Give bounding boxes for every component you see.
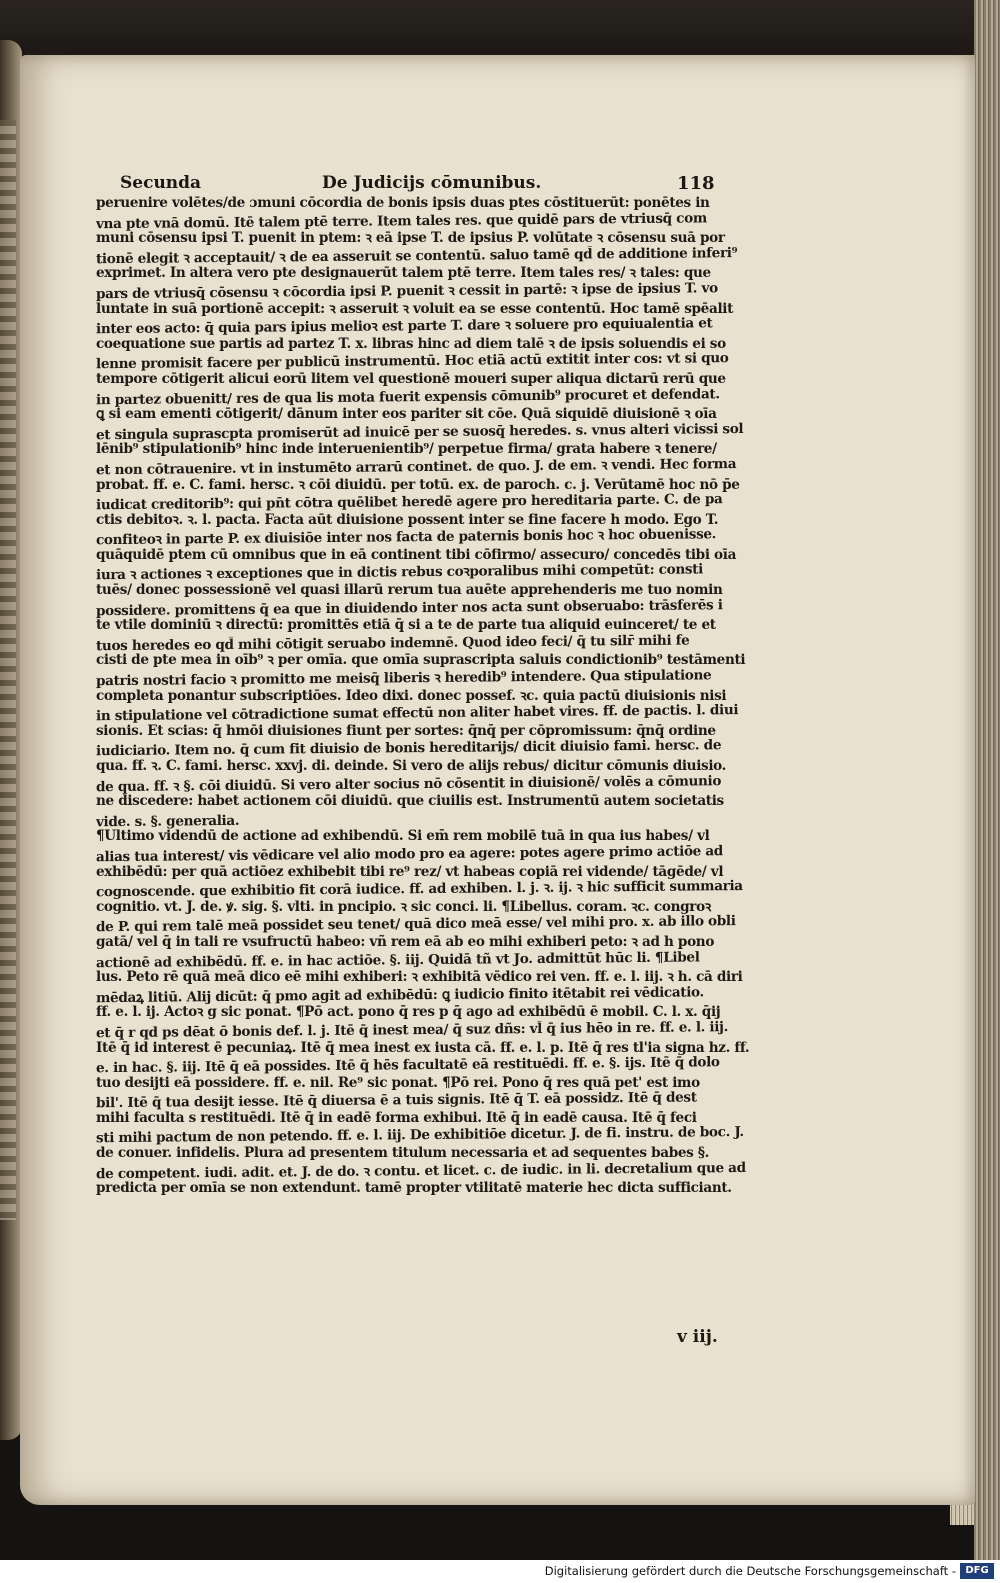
text-line: in partez obuenitt/ res de qua lis mota fuerit expensis cōmunib⁹ procuret et defendat. [96, 385, 720, 408]
signature-mark: v iij. [677, 1327, 718, 1347]
text-line: lenne promisit facere per publicū instrumentū. Hoc etiā actū extitit inter cos: vt si quo [96, 350, 729, 373]
text-block [96, 195, 764, 1325]
text-line: completa ponantur subscriptiōes. Ideo dixi. donec possef. ꝛc. quia pactū diuisionis nisi [96, 687, 727, 704]
text-line: probat. ff. e. C. fami. hersc. ꝛ cōi diuidū. per totū. ex. de paroch. c. j. Verūtamē hoc nō p̄e [96, 476, 740, 493]
text-line: cisti de pte mea in oīb⁹ ꝛ per omīa. que omīa suprascripta saluis condictionib⁹ testāmenti [96, 652, 746, 669]
running-head-title: De Judicijs cōmunibus. [322, 173, 542, 193]
text-line: peruenire volētes/de ɔmuni cōcordia de bonis ipsis duas ptes cōstituerūt: ponētes in [96, 195, 710, 211]
text-line: coequatione sue partis ad partez T. x. libras hinc ad diem talē ꝛ de ipsis soluendis ei so [96, 335, 726, 352]
running-head-left: Secunda [120, 173, 202, 193]
funding-credit: Digitalisierung gefördert durch die Deutsche Forschungsgemeinschaft - [544, 1564, 956, 1578]
text-line: pars de vtriusq̄ cōsensu ꝛ cōcordia ipsi P. puenit ꝛ cessit in partē: ꝛ ipse de ipsius T. vo [96, 280, 718, 303]
text-line: exprimet. In altera vero pte designauerūt talem ptē terre. Item tales res/ ꝛ tales: que [96, 265, 711, 282]
text-line: ne discedere: habet actionem cōi diuidū. que ciuilis est. Instrumentū autem societatis [96, 793, 724, 810]
text-line: lus. Peto rē quā meā dico eē mihi exhiberi: ꝛ exhibitā vēdico rei ven. ff. e. l. iij. ꝛ h. cā diri [96, 969, 743, 986]
text-line: et non cōtrauenire. vt in instumēto arrarū continet. de quo. J. de em. ꝛ vendi. Hec forma [96, 455, 737, 479]
text-line: de conuer. infidelis. Plura ad presentem titulum necessaria et ad sequentes babes §. [96, 1145, 709, 1162]
text-line: cognitio. vt. J. de. ꝟ. sig. §. vlti. in pncipio. ꝛ sic conci. li. ¶Libellus. coram. ꝛc. congroꝛ [96, 898, 711, 915]
text-line: exhibēdū: per quā actiōez exhibebit tibi re⁹ rez/ vt habeas copiā rei vidende/ tāgēde/ vl̄ [96, 863, 724, 880]
text-line: qua. ff. ꝛ. C. fami. hersc. xxvj. di. deinde. Si vero de alijs rebus/ dicitur cōmunis diuisio. [96, 758, 726, 774]
fore-edge [974, 0, 1000, 1560]
text-line: cognoscende. que exhibitio fit corā iudice. ff. ad exhiben. l. j. ꝛ. ij. ꝛ hic sufficit summaria [96, 878, 743, 901]
dfg-logo: DFG [960, 1563, 994, 1579]
text-line: iura ꝛ actiones ꝛ exceptiones que in dictis rebus coꝛporalibus mihi competūt: consti [96, 561, 703, 584]
text-line: alias tua interest/ vis vēdicare vel alio modo pro ea agere: potes agere primo actiōe ad [96, 843, 723, 866]
text-line: iudicat creditorib⁹: qui pn̄t cōtra quēlibet heredē agere pro hereditaria parte. C. de pa [96, 491, 723, 514]
text-line: in stipulatione vel cōtradictione sumat effectū non aliter habet vires. ff. de pactis. l. diui [96, 702, 739, 725]
text-line: muni cōsensu ipsi T. puenit in ptem: ꝛ eā ipse T. de ipsius P. volūtate ꝛ cōsensu suā por [96, 230, 725, 247]
text-line: de competent. iudi. adit. et. J. de do. ꝛ contu. et licet. c. de iudic. in li. decretalium que ad [96, 1159, 746, 1182]
text-line: patris nostri facio ꝛ promitto me meisq̄ liberis ꝛ heredib⁹ intendere. Qua stipulatione [96, 667, 712, 690]
text-line: confiteoꝛ in parte P. ex diuisiōe inter nos facta de paternis bonis hoc ꝛ hoc obuenisse. [96, 526, 717, 549]
text-line: luntate in suā portionē accepit: ꝛ asseruit ꝛ voluit ea se esse contentū. Hoc tamē spēalit [96, 300, 734, 317]
text-line: iudiciario. Item no. q̄ cum fit diuisio de bonis hereditarijs/ dicit diuisio fami. hersc. de [96, 737, 722, 760]
text-line: ctis debitoꝛ. ꝛ. l. pacta. Facta aūt diuisione possent inter se fine facere h modo. Ego T. [96, 511, 719, 528]
text-line: predicta per omīa se non extendunt. tamē propter vtilitatē materie hec dicta sufficiant. [96, 1180, 732, 1197]
text-line: tuo desijti eā possidere. ff. e. nil. Re⁹ sic ponat. ¶Pō rei. Pono q̄ res quā pet' est imo [96, 1074, 700, 1091]
text-line: te vtile dominiū ꝛ directū: promittēs etiā q̄ si a te de parte tua aliquid euinceret/ te et [96, 617, 716, 634]
footer-bar [0, 1560, 1000, 1583]
left-page-text-bleed [0, 120, 16, 1220]
text-line: de P. qui rem talē meā possidet seu tenet/ quā dico meā esse/ vel mihi pro. x. ab illo obli [96, 913, 736, 936]
text-line: de qua. ff. ꝛ §. cōi diuidū. Si vero alter socius nō cōsentit in diuisionē/ volēs a cōmunio [96, 772, 722, 795]
text-line: mihi faculta s restituēdi. Itē q̄ in eadē forma exhibui. Itē q̄ in eadē causa. Itē q̄ feci [96, 1109, 697, 1126]
text-line: ꝗ si eam ementi cōtigerit/ dānum inter eos pariter sit cōe. Quā siquidē diuisionē ꝛ oīa [96, 406, 717, 423]
text-line: lēnib⁹ stipulationib⁹ hinc inde interuenientib⁹/ perpetue firma/ grata habere ꝛ tenere/ [96, 441, 717, 458]
text-line: ff. e. l. ij. Actoꝛ g sic ponat. ¶Pō act. pono q̄ res p q̄ ago ad exhibēdū ē mobil. C. l. x. q̄ij [96, 1004, 721, 1021]
text-line: bil'. Itē q̄ tua desijt iesse. Itē q̄ diuersa ē a tuis signis. Itē q̄ T. eā possidz. Itē q̄ dest [96, 1089, 697, 1112]
text-line: Itē q̄ id interest ē pecuniaꝝ. Itē q̄ mea inest ex iusta cā. ff. e. l. p. Itē q̄ res tl'ia signa hz. ff. [96, 1039, 750, 1056]
book-top-edge [0, 0, 1000, 62]
text-line: quāquidē ptem cū omnibus que in eā continent tibi cōfirmo/ assecuro/ concedēs tibi oīa [96, 546, 737, 563]
text-line: inter eos acto: q̄ quia pars ipius melioꝛ est parte T. dare ꝛ soluere pro equiualentia et [96, 315, 713, 338]
text-line: actionē ad exhibēdū. ff. e. in hac actiōe. §. iij. Quidā tñ vt Jo. admittūt hūc li. ¶Libel [96, 948, 700, 971]
text-line: gatā/ vel q̄ in tali re vsufructū habeo: vñ rem eā ab eo mihi exhiberi peto: ꝛ ad h pono [96, 933, 715, 950]
text-line: sionis. Et scias: q̄ hmōi diuisiones fiunt per sortes: q̄nq̄ per cōpromissum: q̄nq̄ ordine [96, 722, 716, 739]
text-line: vide. s. §. generalia. [96, 812, 240, 830]
text-line: sti mihi pactum de non petendo. ff. e. l. iij. De exhibitiōe dicetur. J. de fi. instru. de boc. J. [96, 1124, 744, 1147]
text-line: et q̄ r qd ps dēat ō bonis def. l. j. Itē q̄ inest mea/ q̄ suz dñs: vl̄ q̄ ius hēo in re. ff. e. l. iij. [96, 1019, 728, 1042]
folio-number: 118 [677, 173, 715, 194]
text-line: tuēs/ donec possessionē vel quasi illarū rerum tua auēte apprehenderis me tuo nomin [96, 582, 723, 599]
text-line: mēdaꝝ litiū. Alij dicūt: q̄ pmo agit ad exhibēdū: ꝗ iudicio finito itētabit rei vēdicatio. [96, 984, 704, 1006]
text-line: tionē elegit ꝛ acceptauit/ ꝛ de ea asseruit se contentū. saluo tamē qd̄ de additione inferi⁹ [96, 244, 738, 267]
text-line: possidere. promittens q̄ ea que in diuidendo inter nos acta sunt obseruabo: trāsferēs i [96, 596, 723, 619]
text-line: et singula suprascpta promiserūt ad inuicē per se suosq̄ heredes. s. vnus alteri vicissi sol [96, 420, 744, 443]
text-line: ¶Ultimo videndū de actione ad exhibendū. Si em̄ rem mobilē tuā in qua ius habes/ vl̄ [96, 828, 710, 845]
text-line: vna pte vnā domū. Itē talem ptē terre. Item tales res. que quidē pars de vtriusq̄ com [96, 209, 707, 232]
text-line: e. in hac. §. iij. Itē q̄ eā possides. Itē q̄ hēs facultatē eā restituēdi. ff. e. §. ijs. Itē q̄ dolo [96, 1054, 720, 1077]
text-line: tempore cōtigerit alicui eorū litem vel questionē moueri super aliqua dictarū rerū que [96, 370, 726, 387]
text-line: tuos heredes eo qd̄ mihi cōtigit seruabo indemnē. Quod ideo feci/ q̄ tu silr̄ mihi fe [96, 632, 690, 655]
